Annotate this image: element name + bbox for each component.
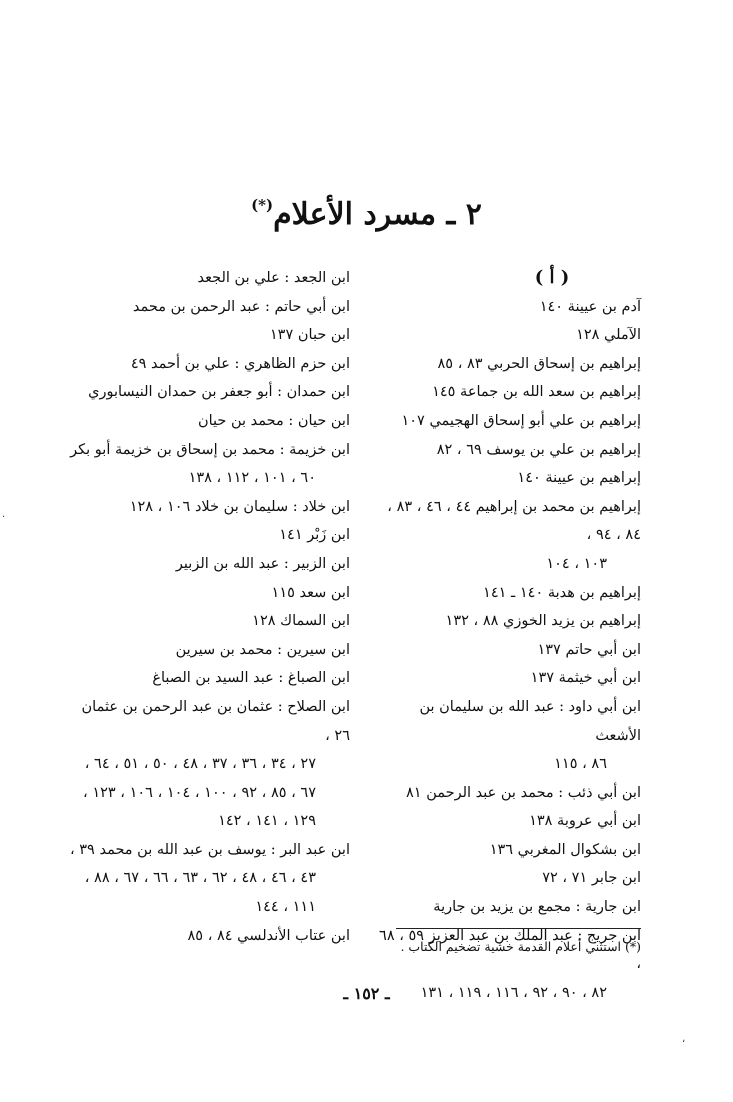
index-entry xyxy=(373,607,641,636)
index-entry xyxy=(373,321,641,350)
entry-text: ابن خزيمة : محمد بن إسحاق بن خزيمة أبو بكر xyxy=(70,441,350,458)
entry-text: ابن زَبْر ١٤١ xyxy=(279,527,350,544)
entry-text: إبراهيم بن إسحاق الحربي ٨٣ ، ٨٥ xyxy=(437,355,641,372)
entry-continuation: ٢٧ ، ٣٤ ، ٣٦ ، ٣٧ ، ٤٨ ، ٥٠ ، ٥١ ، ٦٤ ، xyxy=(84,756,316,773)
entry-text: ابن حيان : محمد بن حيان xyxy=(197,412,350,429)
index-entry xyxy=(66,922,350,951)
entry-text: إبراهيم بن محمد بن إبراهيم ٤٤ ، ٤٦ ، ٨٣ ، ٨٤ ، ٩٤ ، xyxy=(387,498,641,544)
index-entry xyxy=(373,436,641,465)
entry-continuation: ١١١ ، ١٤٤ xyxy=(255,899,316,916)
index-entry xyxy=(66,550,350,579)
entry-text: ابن الزبير : عبد الله بن الزبير xyxy=(175,555,350,572)
index-entry xyxy=(66,436,350,493)
entry-text: إبراهيم بن يزيد الخوزي ٨٨ ، ١٣٢ xyxy=(445,613,641,630)
entry-text: ابن حزم الظاهري : علي بن أحمد ٤٩ xyxy=(130,355,350,372)
index-entry xyxy=(373,893,641,922)
scan-speck: ، xyxy=(682,1034,686,1045)
footnote: (*) استثني أعلام القدمة خشية تضخيم الكتاب . xyxy=(400,939,641,954)
entry-text: آدم بن عيينة ١٤٠ xyxy=(539,298,641,315)
entry-continuation: ٦٠ ، ١٠١ ، ١١٢ ، ١٣٨ xyxy=(188,470,316,487)
letter-heading: ( أ ) xyxy=(534,267,570,288)
index-entry xyxy=(373,807,641,836)
index-entry xyxy=(66,293,350,322)
entry-continuation: ٨٢ ، ٩٠ ، ٩٢ ، ١١٦ ، ١١٩ ، ١٣١ xyxy=(420,984,607,1001)
index-entry xyxy=(373,664,641,693)
entry-text: إبراهيم بن عيينة ١٤٠ xyxy=(517,470,641,487)
entry-text: ابن عبد البر : يوسف بن عبد الله بن محمد ٣٩ ، xyxy=(69,841,350,858)
entry-text: ابن جريج : عبد الملك بن عبد العزيز ٥٩ ، ٦٨ ، xyxy=(379,927,641,973)
entry-text: ابن أبي ذئب : محمد بن عبد الرحمن ٨١ xyxy=(406,784,641,801)
entry-text: ابن سعد ١١٥ xyxy=(271,584,350,601)
entry-text: ابن الصباغ : عبد السيد بن الصباغ xyxy=(152,670,350,687)
title-footnote-marker: (*) xyxy=(251,196,274,214)
page-number: ـ ١٥٢ ـ xyxy=(343,984,390,1003)
index-entry xyxy=(373,693,641,779)
index-entry xyxy=(66,636,350,665)
entry-text: ابن جابر ٧١ ، ٧٢ xyxy=(542,870,641,887)
entry-text: إبراهيم بن سعد الله بن جماعة ١٤٥ xyxy=(432,384,641,401)
entry-continuation: ٦٧ ، ٨٥ ، ٩٢ ، ١٠٠ ، ١٠٤ ، ١٠٦ ، ١٢٣ ، xyxy=(83,784,316,801)
index-entry xyxy=(66,664,350,693)
entry-text: ابن سيرين : محمد بن سيرين xyxy=(175,641,350,658)
index-entry xyxy=(373,464,641,493)
index-column-right xyxy=(373,264,641,1007)
index-entry xyxy=(66,321,350,350)
index-entry xyxy=(373,350,641,379)
index-entry xyxy=(373,779,641,808)
index-entry xyxy=(66,350,350,379)
entry-text: ابن جارية : مجمع بن يزيد بن جارية xyxy=(433,899,641,916)
index-entry xyxy=(66,407,350,436)
index-entry xyxy=(373,864,641,893)
index-entry xyxy=(66,378,350,407)
entry-text: ابن حبان ١٣٧ xyxy=(269,327,350,344)
entry-text: إبراهيم بن هدبة ١٤٠ ـ ١٤١ xyxy=(483,584,641,601)
entry-text: إبراهيم بن علي أبو إسحاق الهجيمي ١٠٧ xyxy=(401,412,641,429)
entry-text: ابن خلاد : سليمان بن خلاد ١٠٦ ، ١٢٨ xyxy=(129,498,350,515)
index-entry xyxy=(66,493,350,522)
index-entry xyxy=(66,607,350,636)
index-entry xyxy=(373,493,641,579)
entry-continuation: ١٠٣ ، ١٠٤ xyxy=(546,555,607,572)
index-entry xyxy=(373,636,641,665)
index-entry xyxy=(373,407,641,436)
index-entry xyxy=(373,378,641,407)
index-entry xyxy=(373,836,641,865)
index-entry xyxy=(66,693,350,836)
entry-text: ابن الصلاح : عثمان بن عبد الرحمن بن عثمان ٢٦ ، xyxy=(81,698,350,744)
index-entry xyxy=(66,264,350,293)
footnote-divider xyxy=(396,928,641,929)
index-entry xyxy=(373,579,641,608)
entry-text: ابن السماك ١٢٨ xyxy=(252,613,350,630)
entry-text: ابن الجعد : علي بن الجعد xyxy=(197,270,350,286)
page-title xyxy=(0,196,733,232)
index-entry xyxy=(66,836,350,922)
entry-text: إبراهيم بن علي بن يوسف ٦٩ ، ٨٢ xyxy=(436,441,641,458)
entry-text: ابن أبي عروبة ١٣٨ xyxy=(529,813,641,830)
entry-continuation: ٨٦ ، ١١٥ xyxy=(554,756,607,773)
page-title-text: ٢ ـ مسرد الأعلام xyxy=(273,197,482,232)
index-column-left xyxy=(66,264,350,950)
entry-text: الآملي ١٢٨ xyxy=(576,327,641,344)
entry-continuation: ٤٣ ، ٤٦ ، ٤٨ ، ٦٢ ، ٦٣ ، ٦٦ ، ٦٧ ، ٨٨ ، xyxy=(84,870,316,887)
scan-speck: · xyxy=(2,512,6,523)
index-entry xyxy=(373,293,641,322)
entry-text: ابن أبي داود : عبد الله بن سليمان بن الأشعث xyxy=(419,698,641,744)
entry-text: ابن حمدان : أبو جعفر بن حمدان النيسابوري xyxy=(88,384,350,401)
entry-text: ابن أبي حاتم ١٣٧ xyxy=(537,641,641,658)
entry-continuation: ١٢٩ ، ١٤١ ، ١٤٢ xyxy=(218,813,316,830)
index-entry xyxy=(66,579,350,608)
index-entry xyxy=(66,521,350,550)
entry-text: ابن أبي خيثمة ١٣٧ xyxy=(530,670,641,687)
entry-text: ابن عتاب الأندلسي ٨٤ ، ٨٥ xyxy=(187,927,350,944)
entry-text: ابن أبي حاتم : عبد الرحمن بن محمد xyxy=(132,298,350,315)
entry-text: ابن بشكوال المغربي ١٣٦ xyxy=(489,841,641,858)
